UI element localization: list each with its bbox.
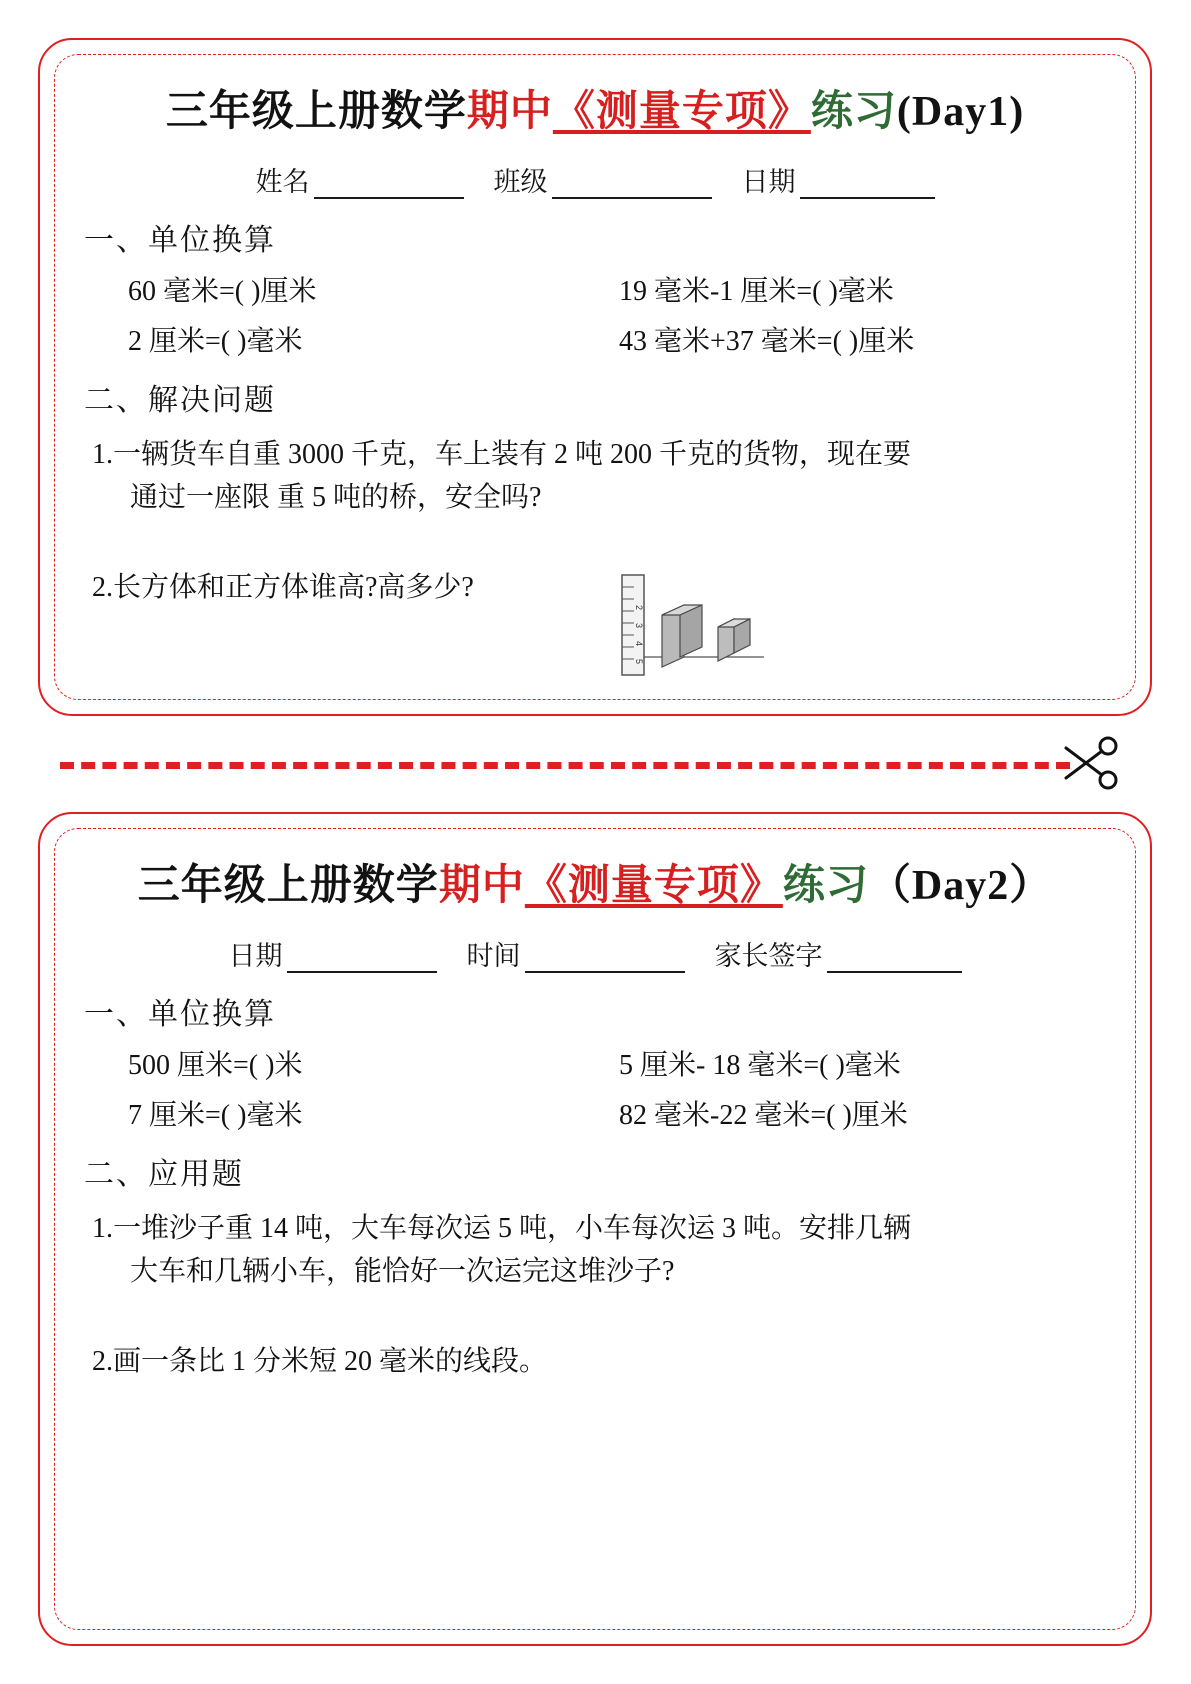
worksheet-card-day2	[38, 812, 1152, 1646]
page-title-day2	[84, 852, 1106, 912]
answer-space	[84, 1300, 1106, 1326]
svg-text:4: 4	[634, 641, 644, 647]
conversion-item[interactable]: 5 厘米- 18 毫米=( )毫米	[619, 1050, 901, 1081]
section-heading-unit-conversion: 一、单位换算	[84, 224, 276, 257]
info-label-class: 班级	[493, 167, 548, 197]
worksheet-card-day1	[38, 38, 1152, 716]
info-input-parent-signature[interactable]	[827, 951, 962, 973]
title-segment-subject: 三年级上册数学	[137, 863, 439, 909]
svg-text:3: 3	[634, 623, 644, 629]
info-label-time: 时间	[466, 941, 521, 971]
title-segment-practice: 练习	[810, 89, 897, 135]
title-segment-midterm: 期中	[438, 863, 525, 909]
answer-space	[84, 526, 1106, 552]
info-label-parent-signature: 家长签字	[714, 941, 823, 971]
conversion-row	[84, 1093, 1106, 1133]
title-segment-midterm: 期中	[466, 89, 553, 135]
conversion-item[interactable]: 7 厘米=( )毫米	[128, 1100, 303, 1131]
info-field-date	[229, 934, 437, 973]
conversion-item[interactable]: 19 毫米-1 厘米=( )毫米	[619, 276, 894, 307]
problem-text-line1: 长方体和正方体谁高?高多少?	[113, 571, 474, 603]
section-heading-solve-problems: 二、解决问题	[84, 384, 276, 417]
conversion-item[interactable]: 82 毫米-22 毫米=( )厘米	[619, 1100, 908, 1131]
problem-text-line1: 一辆货车自重 3000 千克，车上装有 2 吨 200 千克的货物，现在要	[113, 439, 912, 470]
conversion-item[interactable]: 2 厘米=( )毫米	[128, 326, 303, 357]
problem-number: 2.	[92, 1345, 113, 1377]
info-field-name	[256, 160, 464, 199]
title-segment-practice: 练习	[782, 863, 869, 909]
figure-container	[84, 605, 1106, 721]
svg-text:2: 2	[634, 605, 644, 611]
title-segment-topic: 《测量专项》	[552, 89, 811, 135]
title-segment-subject: 三年级上册数学	[165, 89, 467, 135]
problem-text-line2: 通过一座限 重 5 吨的桥，安全吗?	[130, 482, 542, 514]
problem-text-line2: 大车和几辆小车，能恰好一次运完这堆沙子?	[130, 1256, 675, 1288]
conversion-item[interactable]: 60 毫米=( )厘米	[128, 276, 317, 307]
section-heading-unit-conversion: 一、单位换算	[84, 998, 276, 1031]
info-input-date[interactable]	[287, 951, 437, 973]
scissors-icon	[1058, 734, 1122, 794]
info-input-name[interactable]	[314, 177, 464, 199]
info-field-date	[742, 160, 935, 199]
conversion-row	[84, 319, 1106, 359]
problem-item	[84, 1340, 1106, 1383]
problem-item	[84, 1207, 1106, 1294]
info-row-day1	[84, 160, 1106, 199]
info-field-parent-signature	[715, 934, 962, 973]
svg-text:5: 5	[634, 659, 644, 665]
problem-item	[84, 566, 1106, 609]
card-body-day2	[40, 814, 1150, 1409]
problem-number: 1.	[92, 1213, 113, 1244]
problem-item	[84, 433, 1106, 520]
conversion-row	[84, 1043, 1106, 1083]
info-label-date: 日期	[228, 941, 283, 971]
info-row-day2	[84, 934, 1106, 973]
info-input-time[interactable]	[525, 951, 685, 973]
info-input-date[interactable]	[800, 177, 935, 199]
cut-dashed-line	[60, 762, 1070, 769]
info-label-name: 姓名	[255, 167, 310, 197]
problem-text-line1: 画一条比 1 分米短 20 毫米的线段。	[113, 1345, 548, 1377]
problem-number: 1.	[92, 439, 113, 470]
page-title-day1	[84, 78, 1106, 138]
section-heading-word-problems: 二、应用题	[84, 1158, 244, 1191]
ruler-and-cubes-illustration	[614, 571, 784, 679]
card-body-day1	[40, 40, 1150, 741]
info-field-time	[467, 934, 685, 973]
title-segment-topic: 《测量专项》	[524, 863, 783, 909]
title-segment-day: （Day2）	[868, 863, 1053, 909]
conversion-row	[84, 269, 1106, 309]
problem-number: 2.	[92, 571, 113, 603]
title-segment-day: (Day1)	[896, 89, 1025, 135]
info-label-date: 日期	[741, 167, 796, 197]
problem-text-line1: 一堆沙子重 14 吨，大车每次运 5 吨，小车每次运 3 吨。安排几辆	[113, 1213, 912, 1244]
conversion-item[interactable]: 43 毫米+37 毫米=( )厘米	[619, 326, 915, 357]
info-field-class	[494, 160, 712, 199]
info-input-class[interactable]	[552, 177, 712, 199]
conversion-item[interactable]: 500 厘米=( )米	[128, 1050, 303, 1081]
